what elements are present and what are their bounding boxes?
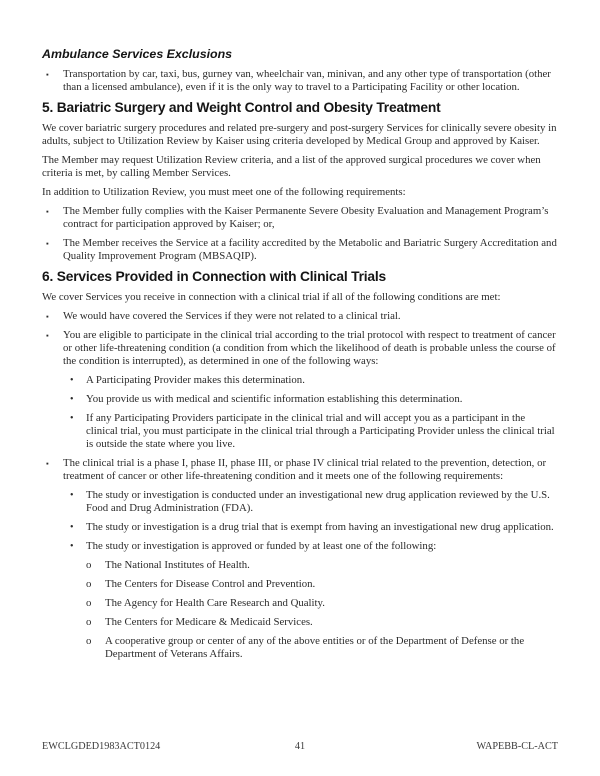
bullet-text: The Centers for Medicare & Medicaid Services. [105, 616, 313, 628]
bullet-text: You provide us with medical and scientific information establishing this determination. [86, 393, 463, 405]
bullet-marker-icon: • [70, 394, 74, 405]
footer-page-number: 41 [294, 741, 306, 752]
bullet-marker-icon: • [70, 413, 74, 424]
bullet-text: Transportation by car, taxi, bus, gurney van, wheelchair van, minivan, and any other type of transportation (other than a licensed ambulance), even if it is the only way to travel to a Participating Facility or other location. [63, 68, 551, 93]
section-heading: 6. Services Provided in Connection with Clinical Trials [42, 269, 386, 284]
bullet-marker-icon: o [86, 635, 92, 647]
bullet-text: The Agency for Health Care Research and Quality. [105, 597, 325, 609]
bullet-text: If any Participating Providers participate in the clinical trial and will accept you as a participant in the clinical trial, you must participate in the clinical trial through a Participating Provider unless the clinical trial is outside the state where you live. [86, 412, 555, 450]
bullet-item-level-3 [86, 559, 558, 572]
bullet-text: The study or investigation is approved or funded by at least one of the following: [86, 540, 437, 552]
bullet-item-level-3 [86, 597, 558, 610]
bullet-text: The study or investigation is a drug trial that is exempt from having an investigational new drug application. [86, 521, 554, 533]
section-heading: 5. Bariatric Surgery and Weight Control and Obesity Treatment [42, 100, 441, 115]
bullet-marker-icon: • [70, 490, 74, 501]
paragraph: In addition to Utilization Review, you must meet one of the following requirements: [42, 186, 406, 198]
bullet-item-level-1 [42, 329, 558, 368]
bullet-marker-icon: • [70, 375, 74, 386]
bullet-item-level-1 [42, 237, 558, 263]
bullet-text: The National Institutes of Health. [105, 559, 250, 571]
bullet-marker-icon: • [70, 522, 74, 533]
bullet-item-level-2 [70, 374, 558, 387]
bullet-marker-icon: ▪ [46, 239, 49, 248]
bullet-item-level-2 [70, 393, 558, 406]
bullet-text: The clinical trial is a phase I, phase II, phase III, or phase IV clinical trial related to the prevention, detection, or treatment of cancer or other life-threatening condition and it meets one of the following requirements: [63, 457, 547, 482]
bullet-item-level-3 [86, 635, 558, 661]
footer-document-code: EWCLGDED1983ACT0124 [42, 741, 161, 752]
bullet-text: You are eligible to participate in the clinical trial according to the trial protocol with respect to treatment of cancer or other life-threatening condition (a condition from which the likelihood of death is probable unless the course of the condition is interrupted), as determined in one of the following ways: [63, 329, 556, 367]
bullet-marker-icon: o [86, 578, 92, 590]
bullet-marker-icon: • [70, 541, 74, 552]
paragraph: We cover bariatric surgery procedures and related pre-surgery and post-surgery Services for clinically severe obesity in adults, subject to Utilization Review by Kaiser using criteria developed by Medical Group and approved by Kaiser. [42, 122, 557, 147]
bullet-item-level-1 [42, 457, 558, 483]
bullet-text: The Member receives the Service at a facility accredited by the Metabolic and Bariatric Surgery Accreditation and Quality Improvement Program (MBSAQIP). [63, 237, 557, 262]
bullet-text: A cooperative group or center of any of the above entities or of the Department of Defense or the Department of Veterans Affairs. [105, 635, 525, 660]
bullet-marker-icon: o [86, 616, 92, 628]
paragraph: The Member may request Utilization Review criteria, and a list of the approved surgical procedures we cover when criteria is met, by calling Member Services. [42, 154, 541, 179]
subsection-heading: Ambulance Services Exclusions [42, 47, 233, 61]
bullet-marker-icon: ▪ [46, 207, 49, 216]
bullet-marker-icon: o [86, 597, 92, 609]
bullet-text: A Participating Provider makes this determination. [86, 374, 305, 386]
bullet-item-level-2 [70, 489, 558, 515]
bullet-item-level-1 [42, 68, 558, 94]
bullet-item-level-3 [86, 616, 558, 629]
bullet-marker-icon: ▪ [46, 70, 49, 79]
bullet-item-level-2 [70, 521, 558, 534]
bullet-item-level-3 [86, 578, 558, 591]
bullet-text: We would have covered the Services if they were not related to a clinical trial. [63, 310, 401, 322]
document-content [42, 47, 558, 667]
bullet-item-level-1 [42, 310, 558, 323]
bullet-marker-icon: o [86, 559, 92, 571]
bullet-item-level-2 [70, 412, 558, 451]
bullet-item-level-1 [42, 205, 558, 231]
bullet-marker-icon: ▪ [46, 312, 49, 321]
footer-plan-code: WAPEBB-CL-ACT [476, 741, 558, 752]
paragraph: We cover Services you receive in connection with a clinical trial if all of the following conditions are met: [42, 291, 501, 303]
bullet-item-level-2 [70, 540, 558, 553]
bullet-marker-icon: ▪ [46, 459, 49, 468]
bullet-text: The Member fully complies with the Kaiser Permanente Severe Obesity Evaluation and Management Program’s contract for participation approved by Kaiser; or, [63, 205, 549, 230]
bullet-marker-icon: ▪ [46, 331, 49, 340]
bullet-text: The study or investigation is conducted under an investigational new drug application reviewed by the U.S. Food and Drug Administration (FDA). [86, 489, 550, 514]
bullet-text: The Centers for Disease Control and Prevention. [105, 578, 316, 590]
